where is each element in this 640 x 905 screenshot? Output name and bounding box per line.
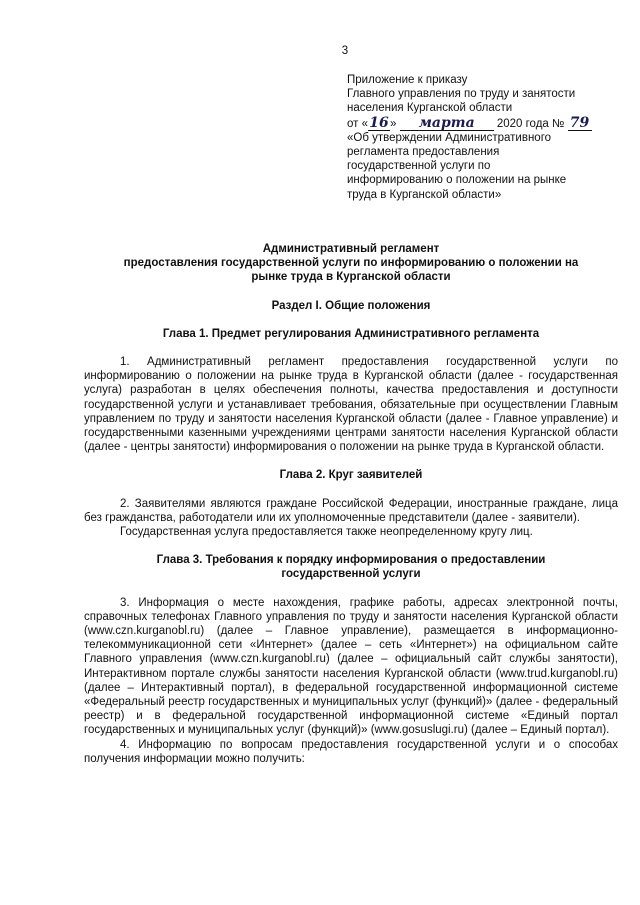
appendix-date-line <box>347 116 627 131</box>
appendix-subject-line: регламента предоставления <box>347 146 500 159</box>
chapter-heading: Глава 1. Предмет регулирования Административного регламента <box>162 327 540 340</box>
document-title <box>84 242 618 285</box>
chapter-heading-line: Глава 3. Требования к порядку информирования о предоставлении <box>156 554 546 567</box>
date-prefix: от « <box>347 117 369 130</box>
appendix-subject-line: труда в Курганской области» <box>347 188 502 201</box>
chapter-heading: Глава 2. Круг заявителей <box>279 469 423 482</box>
year-text: 2020 года № <box>496 117 565 130</box>
handwritten-order-number: 79 <box>568 116 592 131</box>
paragraph: 3. Информация о месте нахождения, графике работы, адресах электронной почты, справочных телефонах Главного управления по труду и занятости населения Курганской области (www.czn.kurganobl.ru) (далее – Главное управление), размещается в информационно-телекоммуникационной сети «Интернет» (далее – сеть «Интернет») на официальном сайте Главного управления (www.czn.kurganobl.ru) (далее – официальный сайт службы занятости), Интерактивном портале службы занятости населения Курганской области (www.trud.kurganobl.ru) (далее – Интерактивный портал), в федеральной государственной информационной системе «Федеральный реестр государственных и муниципальных услуг (функций)» (далее - федеральный реестр) и в федеральной государственной информационной системе «Единый портал государственных и муниципальных услуг (функций)» (www.gosuslugi.ru) (далее – Единый портал). <box>84 596 618 737</box>
paragraph: 2. Заявителями являются граждане Российской Федерации, иностранные граждане, лица без гражданства, работодатели или их уполномоченные представители (далее - заявители). <box>84 497 618 524</box>
paragraph: Государственная услуга предоставляется также неопределенному кругу лиц. <box>120 526 533 539</box>
appendix-subject-line: «Об утверждении Административного <box>347 131 552 144</box>
paragraph: 4. Информацию по вопросам предоставления государственной услуги и о способах получения информации можно получить: <box>84 738 618 765</box>
page-number: 3 <box>341 45 349 57</box>
appendix-line: населения Курганской области <box>347 102 513 115</box>
paragraph: 1. Административный регламент предоставления государственной услуги по информированию о положении на рынке труда в Курганской области (далее - государственная услуга) разработан в целях обеспечения полноты, качества предоставления и доступности государственной услуги и устанавливает требования, обязательные при осуществлении Главным управлением по труду и занятости населения Курганской области (далее - Главное управление) и государственными казенными учреждениями центрами занятости населения Курганской области (далее - центры занятости) информирования о положении на рынке труда в Курганской области. <box>84 356 618 454</box>
appendix-line: Главного управления по труду и занятости <box>347 88 576 101</box>
title-line: рынке труда в Курганской области <box>251 271 451 284</box>
title-line: Административный регламент <box>262 243 440 255</box>
chapter-heading <box>84 553 618 581</box>
appendix-subject-line: информированию о положении на рынке <box>347 174 567 187</box>
handwritten-day: 16 <box>369 114 389 131</box>
chapter-heading-line: государственной услуги <box>281 568 421 581</box>
appendix-line: Приложение к приказу <box>347 74 468 86</box>
appendix-block <box>347 73 627 202</box>
document-body <box>84 242 618 766</box>
section-heading: Раздел I. Общие положения <box>271 299 431 312</box>
date-mid: » <box>390 117 397 130</box>
handwritten-month: марта <box>400 116 494 131</box>
appendix-subject-line: государственной услуги по <box>347 160 491 173</box>
title-line: предоставления государственной услуги по информированию о положении на <box>123 257 579 270</box>
